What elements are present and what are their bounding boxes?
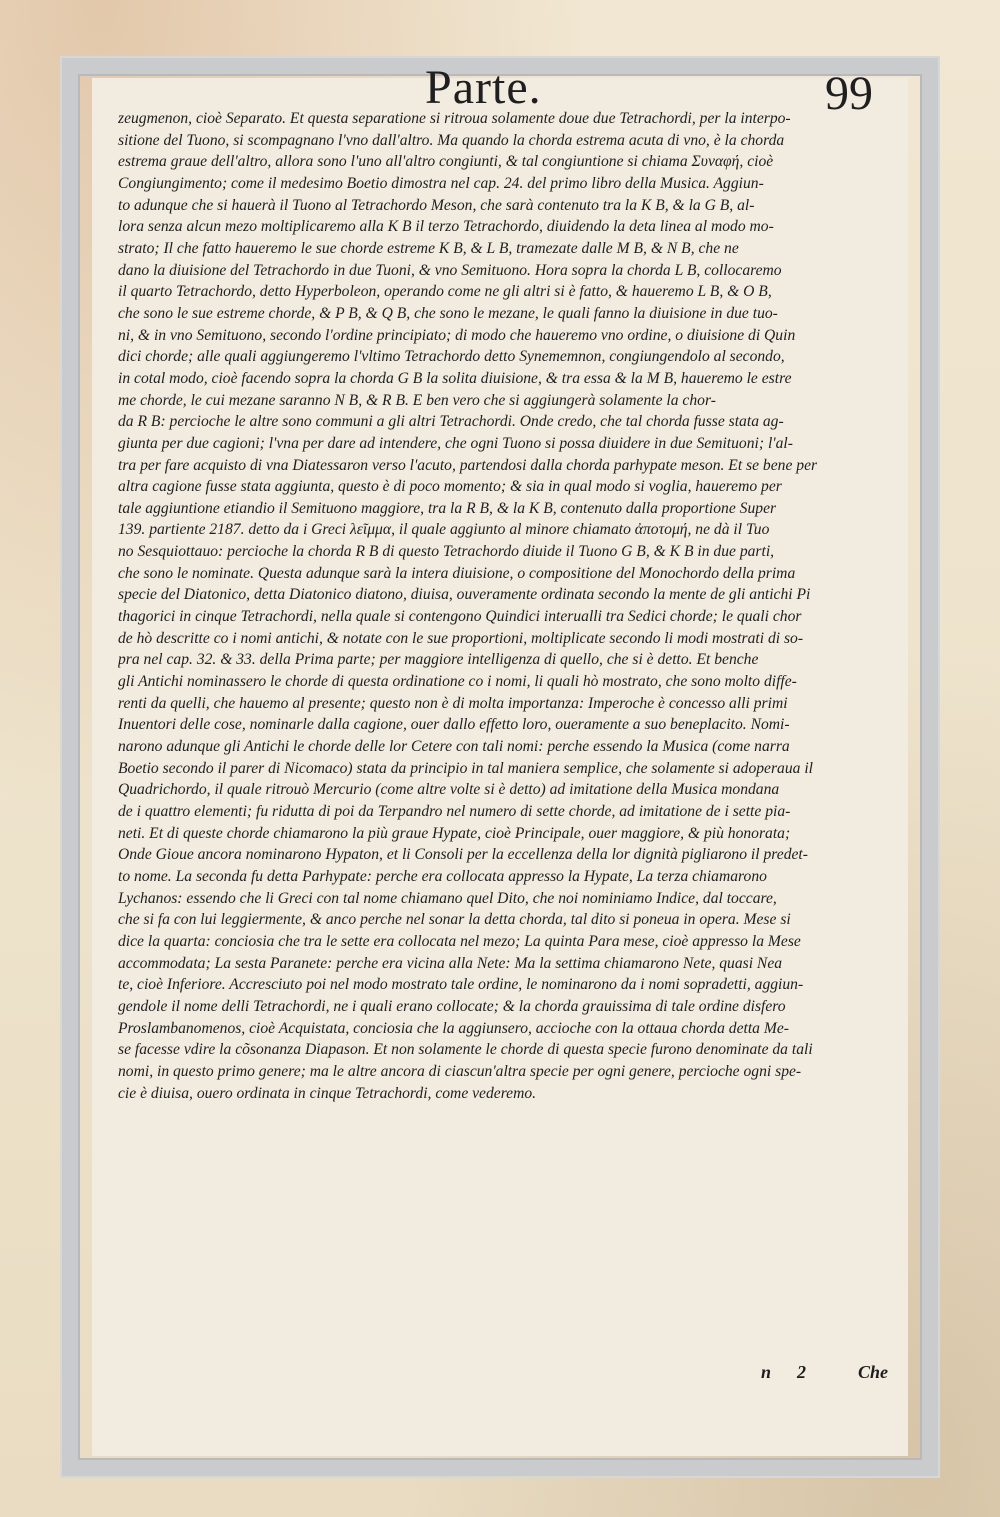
text-line: Congiungimento; come il medesimo Boetio dimostra nel cap. 24. del primo libro della Musica. Aggiun- xyxy=(118,174,764,192)
text-line: da R B: percioche le altre sono communi a gli altri Tetrachordi. Onde credo, che tal chorda fusse stata ag- xyxy=(118,413,784,431)
text-line: to adunque che si hauerà il Tuono al Tetrachordo Meson, che sarà contenuto tra la K B, & la G B, al- xyxy=(118,196,755,214)
text-line: zeugmenon, cioè Separato. Et questa separatione si ritroua solamente doue due Tetrachordi, per la interpo- xyxy=(118,110,791,127)
text-line: thagorici in cinque Tetrachordi, nella quale si contengono Quindici interualli tra Sedici chorde; le quali chor xyxy=(118,608,802,626)
text-line: ni, & in vno Semituono, secondo l'ordine principiato; di modo che haueremo vno ordine, o diuisione di Quin xyxy=(118,326,796,344)
page-number: 99 xyxy=(825,67,873,120)
signature-mark: n xyxy=(761,1362,772,1382)
text-line: accommodata; La sesta Paranete: perche era vicina alla Nete: Ma la settima chiamarono Nete, quasi Nea xyxy=(118,954,783,972)
text-line: se facesse vdire la cõsonanza Diapason. Et non solamente le chorde di questa specie furono denominate da tali xyxy=(118,1041,813,1059)
text-line: altra cagione fusse stata aggiunta, questo è di poco momento; & sia in qual modo si voglia, haueremo per xyxy=(118,478,782,496)
text-line: renti da quelli, che hauemo al presente; questo non è di molta importanza: Imperoche è concesso alli primi xyxy=(118,694,788,712)
text-line: Quadrichordo, il quale ritrouò Mercurio (come altre volte si è detto) ad imitatione della Musica mondana xyxy=(118,781,780,799)
text-line: dice la quarta: conciosia che tra le sette era collocata nel mezo; La quinta Para mese, cioè appresso la Mese xyxy=(118,932,801,950)
text-line: de hò descritte co i nomi antichi, & notate con le sue proportioni, moltiplicate secondo li modi mostrati di so- xyxy=(118,629,804,647)
signature-number: 2 xyxy=(797,1362,806,1382)
text-line: te, cioè Inferiore. Accresciuto poi nel modo mostrato tale ordine, le nominarono da i nomi sopradetti, aggiun- xyxy=(118,976,804,994)
text-line: tale aggiuntione etiandio il Semituono maggiore, tra la R B, & la K B, contenuto dalla proportione Super xyxy=(118,499,777,517)
text-line: Lychanos: essendo che li Greci con tal nome chiamano quel Dito, che noi nominiamo Indice, dal toccare, xyxy=(118,889,777,907)
text-line: il quarto Tetrachordo, detto Hyperboleon, operando come ne gli altri si è fatto, & haueremo L B, & O B, xyxy=(118,283,772,301)
text-line: specie del Diatonico, detta Diatonico diatono, diuisa, ouveramente ordinata secondo la mente de gli antichi Pi xyxy=(118,586,811,604)
catchword: Che xyxy=(858,1362,889,1382)
text-line: cie è diuisa, ouero ordinata in cinque Tetrachordi, come vederemo. xyxy=(118,1084,537,1102)
text-line: estrema graue dell'altro, allora sono l'uno all'altro congiunti, & tal congiuntione si chiama Συναφή, cioè xyxy=(118,153,774,171)
text-line: che sono le nominate. Questa adunque sarà la intera diuisione, o compositione del Monochordo della prima xyxy=(118,564,796,582)
text-line: me chorde, le cui mezane saranno N B, & R B. E ben vero che si aggiungerà solamente la chor- xyxy=(118,391,716,409)
text-line: Onde Gioue ancora nominarono Hypaton, et li Consoli per la eccellenza della lor dignità pigliarono il predet- xyxy=(118,846,808,864)
text-line: to nome. La seconda fu detta Parhypate: perche era collocata appresso la Hypate, La terza chiamarono xyxy=(118,867,767,885)
text-line: narono adunque gli Antichi le chorde delle lor Cetere con tali nomi: perche essendo la Musica (come narra xyxy=(118,738,790,756)
text-line: gli Antichi nominassero le chorde di questa ordinatione co i nomi, li quali hò mostrato, che sono molto diffe- xyxy=(118,673,797,691)
text-line: tra per fare acquisto di vna Diatessaron verso l'acuto, partendosi dalla chorda parhypate meson. Et se bene per xyxy=(118,456,818,474)
text-line: pra nel cap. 32. & 33. della Prima parte; per maggiore intelligenza di quello, che si è detto. Et benche xyxy=(118,651,759,669)
text-line: Inuentori delle cose, nominarle dalla cagione, ouer dallo effetto loro, oueramente a suo beneplacito. Nomi- xyxy=(118,716,790,734)
text-line: sitione del Tuono, si scompagnano l'vno dall'altro. Ma quando la chorda estrema acuta di vno, è la chorda xyxy=(118,131,785,149)
text-line: che sono le sue estreme chorde, & P B, & Q B, che sono le mezane, le quali fanno la diuisione in due tuo- xyxy=(118,304,778,322)
text-line: 139. partiente 2187. detto da i Greci λεῖμμα, il quale aggiunto al minore chiamato ἀποτομή, ne dà il Tuo xyxy=(118,521,770,539)
running-head: Parte. xyxy=(425,61,542,114)
text-line: dano la diuisione del Tetrachordo in due Tuoni, & vno Semituono. Hora sopra la chorda L B, collocaremo xyxy=(118,261,782,279)
text-line: no Sesquiottauo: percioche la chorda R B di questo Tetrachordo diuide il Tuono G B, & K B in due parti, xyxy=(118,543,775,561)
text-line: neti. Et di queste chorde chiamarono la più graue Hypate, cioè Principale, ouer maggiore, & più honorata; xyxy=(118,824,791,842)
text-line: de i quattro elementi; fu ridutta di poi da Terpandro nel numero di sette chorde, ad imitatione de i sette pia- xyxy=(118,803,791,820)
text-line: nomi, in questo primo genere; ma le altre ancora di ciascun'altra specie per ogni genere, percioche ogni spe- xyxy=(118,1062,802,1080)
text-line: dici chorde; alle quali aggiungeremo l'vltimo Tetrachordo detto Synememnon, congiungendolo al secondo, xyxy=(118,348,785,366)
text-line: in cotal modo, cioè facendo sopra la chorda G B la solita diuisione, & tra essa & la M B, haueremo le estre xyxy=(118,369,792,387)
text-line: giunta per due cagioni; l'vna per dare ad intendere, che ogni Tuono si possa diuidere in due Semituoni; l'al- xyxy=(118,434,793,452)
text-line: che si fa con lui leggiermente, & anco perche nel sonar la detta chorda, tal dito si poneua in opera. Mese si xyxy=(118,911,791,929)
text-line: strato; Il che fatto haueremo le sue chorde estreme K B, & L B, tramezate dalle M B, & N B, che ne xyxy=(118,239,739,257)
text-line: gendole il nome delli Tetrachordi, ne i quali erano collocate; & la chorda grauissima di tale ordine disfero xyxy=(118,997,786,1015)
text-line: lora senza alcun mezo moltiplicaremo alla K B il terzo Tetrachordo, diuidendo la deta linea al modo mo- xyxy=(118,218,774,236)
body-text xyxy=(118,108,893,1104)
text-line: Proslambanomenos, cioè Acquistata, conciosia che la aggiunsero, accioche con la ottaua chorda detta Me- xyxy=(118,1019,789,1037)
text-line: Boetio secondo il parer di Nicomaco) stata da principio in tal maniera semplice, che solamente si adoperaua il xyxy=(118,759,813,777)
